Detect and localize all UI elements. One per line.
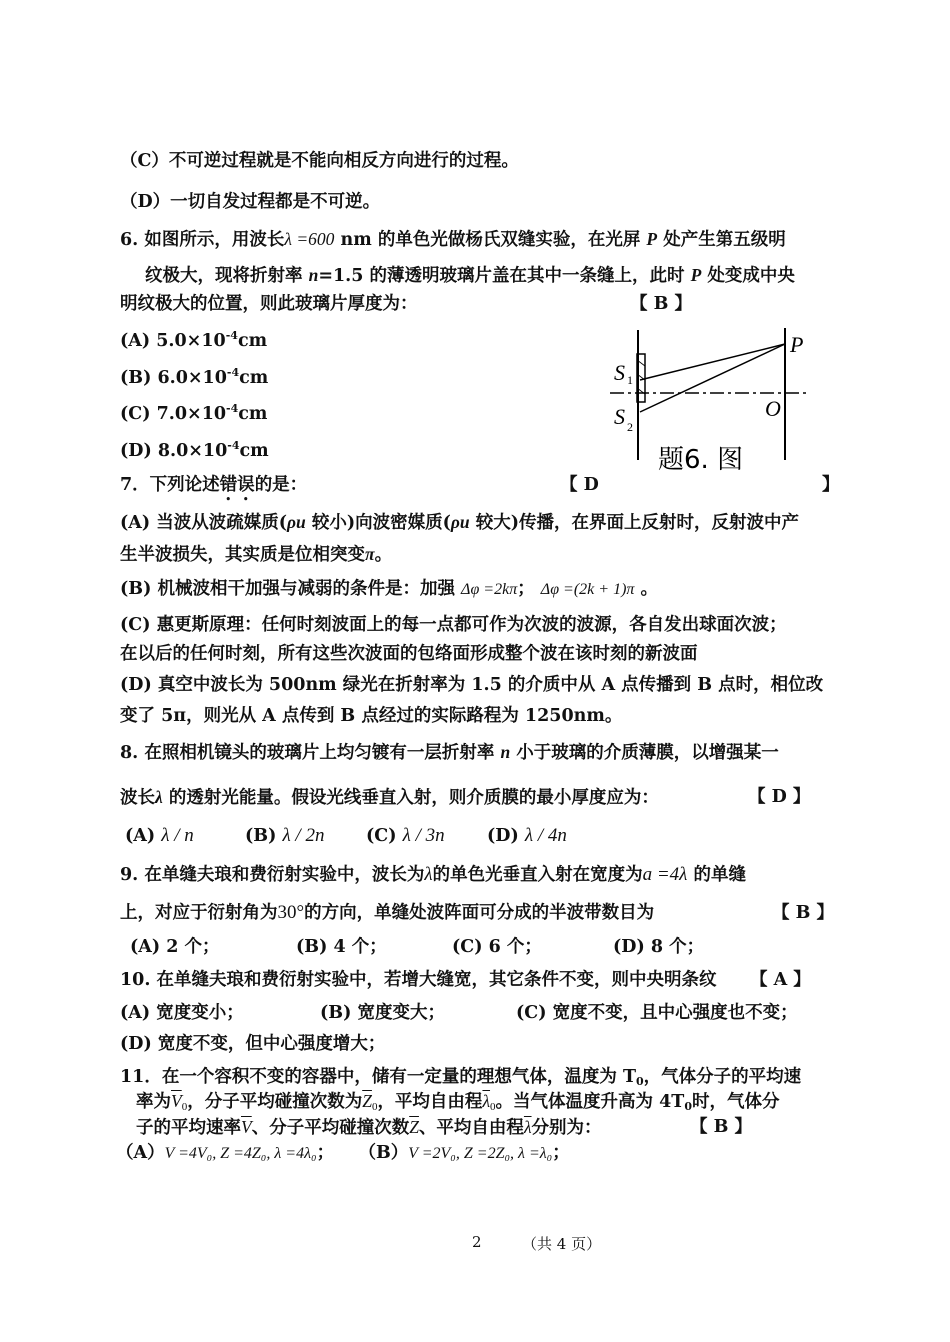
- q6-n: n: [308, 265, 319, 285]
- ray-s2-p: [640, 344, 785, 412]
- q6-p: P: [646, 229, 658, 249]
- q7-line-1: [120, 474, 307, 505]
- q7-option-b: (B) 机械波相干加强与减弱的条件是：加强 Δφ =2kπ； Δφ =(2k + 1)π 。: [120, 579, 658, 599]
- q11-line-3: 子的平均速率$\overline{V}$、分子平均碰撞次数$\overline{Z}$、平均自由程$\overline{\lambda}$分别为：: [136, 1117, 602, 1138]
- q6-answer: 【 B 】: [630, 294, 692, 314]
- q6-text: 纹极大，现将折射率: [145, 266, 309, 286]
- q11-options: （A）V =4V₀, Z =4Z₀, λ =4λ₀； （B）V =2V₀, Z =2Z₀, λ =λ₀；: [116, 1143, 570, 1163]
- q9-option-c: (C) 6 个；: [452, 937, 542, 957]
- q8-option-b: (B) λ / 2n: [245, 825, 325, 846]
- q7-emphasis: 错误: [219, 475, 255, 495]
- q8-line-2: 波长λ 的透射光能量。假设光线垂直入射，则介质膜的最小厚度应为：: [120, 787, 659, 808]
- q7-answer-left: 【 D: [560, 475, 599, 495]
- q6-line-2: [145, 264, 795, 287]
- q10-option-b: (B) 宽度变大；: [320, 1003, 445, 1023]
- q8-option-a: (A) λ / n: [125, 825, 194, 846]
- label-s2: S: [614, 404, 625, 429]
- label-s1: S: [614, 360, 625, 385]
- q7-text: 的是：: [254, 475, 308, 495]
- option-c-text: （C）不可逆过程就是不能向相反方向进行的过程。: [120, 151, 519, 171]
- label-o: O: [765, 396, 781, 421]
- q9-option-a: (A) 2 个；: [130, 937, 220, 957]
- q6-line-3: [120, 293, 418, 315]
- q10-answer: 【 A 】: [750, 970, 811, 990]
- q11-answer: 【 B 】: [690, 1117, 752, 1137]
- q7-option-a-1: (A) 当波从波疏媒质(ρu 较小)向波密媒质(ρu 较大)传播，在界面上反射时，反射波中产: [120, 512, 800, 533]
- q6-option-d: (D) $8.0\times 10^{-4}cm$: [120, 439, 269, 461]
- q8-line-1: 8. 在照相机镜头的玻璃片上均匀镀有一层折射率 n 小于玻璃的介质薄膜，以增强某一: [120, 742, 779, 763]
- q6-figure: [600, 320, 820, 475]
- q8-answer: 【 D 】: [748, 787, 811, 807]
- q7-option-d-2: 变了 5π，则光从 A 点传到 B 点经过的实际路程为 1250nm。: [120, 706, 623, 726]
- q6-text: 处产生第五级明: [657, 230, 786, 250]
- option-c-line: [120, 150, 519, 172]
- q6-text: 处变成中央: [701, 266, 795, 286]
- label-s2-sub: 2: [627, 420, 633, 434]
- q10-option-c: (C) 宽度不变，且中心强度也不变；: [516, 1003, 798, 1023]
- q9-option-b: (B) 4 个；: [296, 937, 387, 957]
- option-d-text: （D）一切自发过程都是不可逆。: [120, 192, 381, 212]
- q7-option-d-1: (D) 真空中波长为 500nm 绿光在折射率为 1.5 的介质中从 A 点传播到 B 点时，相位改: [120, 675, 824, 695]
- page-total: （共 4 页）: [522, 1235, 602, 1253]
- q9-answer: 【 B 】: [772, 903, 834, 923]
- q6-text: =1.5 的薄透明玻璃片盖在其中一条缝上，此时: [318, 266, 691, 286]
- q9-line-2: 上，对应于衍射角为30°的方向，单缝处波阵面可分成的半波带数目为: [120, 902, 655, 923]
- q6-text: 6. 如图所示，用波长: [120, 230, 285, 250]
- q10-line-1: 10. 在单缝夫琅和费衍射实验中，若增大缝宽，其它条件不变，则中央明条纹: [120, 970, 717, 990]
- q6-option-c: (C) $7.0\times 10^{-4}cm$: [120, 402, 268, 424]
- q6-text: 明纹极大的位置，则此玻璃片厚度为：: [120, 294, 418, 314]
- ray-s1-p: [640, 344, 785, 380]
- q7-option-a-2: 生半波损失，其实质是位相突变π。: [120, 544, 393, 565]
- q6-lambda: λ =600: [284, 229, 335, 249]
- option-d-line: [120, 191, 380, 213]
- q7-answer-right: 】: [822, 475, 840, 495]
- q11-line-1: 11．在一个容积不变的容器中，储有一定量的理想气体，温度为 $T_0$，气体分子的平均速: [120, 1067, 802, 1088]
- page-number: 2: [472, 1233, 482, 1251]
- q10-option-a: (A) 宽度变小；: [120, 1003, 244, 1023]
- q7-text: 7．下列论述: [120, 475, 220, 495]
- q6-option-b: (B) $6.0\times 10^{-4}cm$: [120, 366, 269, 388]
- q7-option-c-2: 在以后的任何时刻，所有这些次波面的包络面形成整个波在该时刻的新波面: [120, 644, 698, 664]
- q6-line-1: [120, 228, 786, 251]
- q6-text: nm 的单色光做杨氏双缝实验，在光屏: [334, 230, 647, 250]
- q6-option-a: (A) $5.0\times 10^{-4}cm$: [120, 329, 268, 351]
- q9-option-d: (D) 8 个；: [613, 937, 705, 957]
- q7-option-c-1: (C) 惠更斯原理：任何时刻波面上的每一点都可作为次波的波源，各自发出球面次波；: [120, 615, 787, 635]
- q9-line-1: 9. 在单缝夫琅和费衍射实验中，波长为λ的单色光垂直入射在宽度为a =4λ 的单缝: [120, 864, 747, 885]
- label-p: P: [790, 332, 804, 357]
- figure-caption: 题6. 图: [658, 445, 744, 475]
- q8-option-c: (C) λ / 3n: [366, 825, 445, 846]
- q8-option-d: (D) λ / 4n: [487, 825, 567, 846]
- label-s1-sub: 1: [627, 373, 633, 387]
- q11-line-2: 率为$\overline{V}_0$，分子平均碰撞次数为$\overline{Z}_0$，平均自由程$\overline{\lambda}_0$。当气体温度升高为 $4T_0$时，气体分: [136, 1091, 780, 1113]
- q6-p: P: [690, 265, 702, 285]
- q10-option-d: (D) 宽度不变，但中心强度增大；: [120, 1034, 386, 1054]
